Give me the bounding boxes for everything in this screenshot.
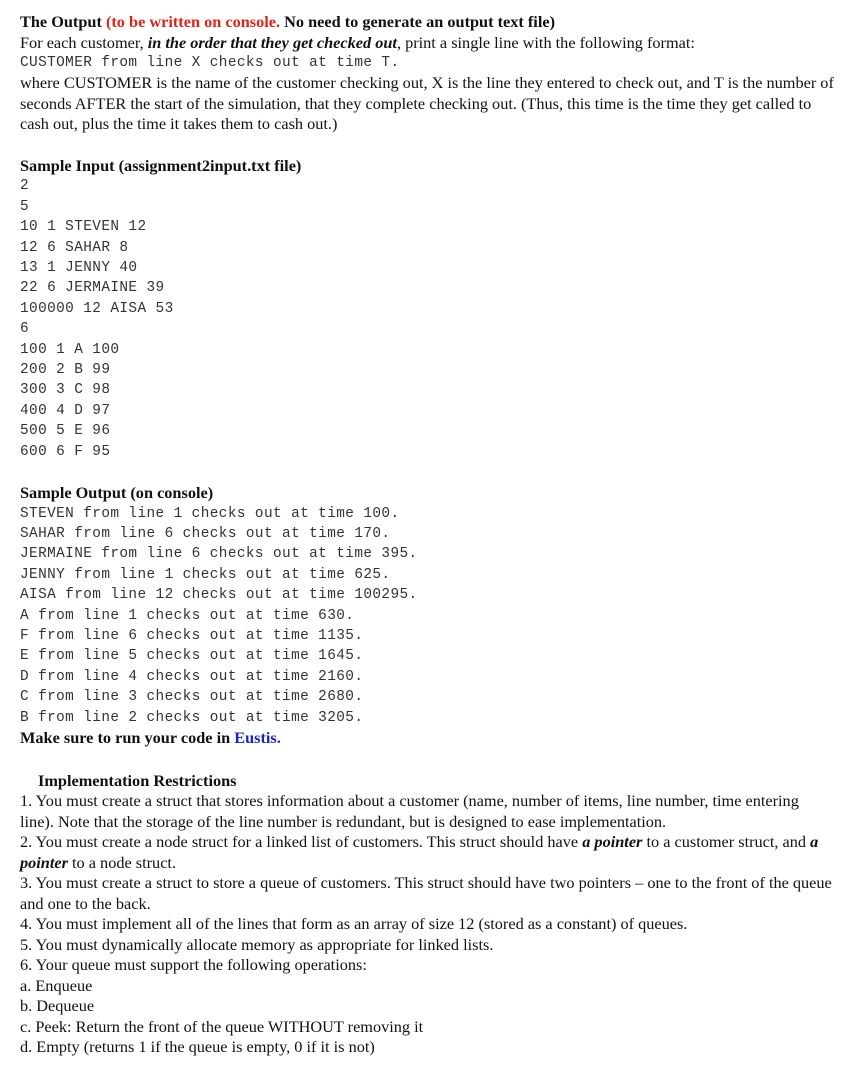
restriction-2-emphasis: a pointer [582,832,643,852]
output-heading-title: The Output [20,12,102,31]
sample-input-line: 5 [20,198,30,215]
sample-input-line: 200 2 B 99 [20,362,111,379]
sample-output-line: STEVEN from line 1 checks out at time 100. [20,505,400,522]
sample-output-line: B from line 2 checks out at time 3205. [20,709,364,726]
sample-input-line: 500 5 E 96 [20,423,111,440]
spacer [20,462,835,483]
sample-output-line: JERMAINE from line 6 checks out at time 395. [20,546,418,563]
sample-input-line: 12 6 SAHAR 8 [20,239,129,256]
output-instruction-emphasis: in the order that they get checked out [147,32,397,52]
restriction-2-emphasis: a pointer [20,832,819,872]
restriction-6: 6. Your queue must support the following operations: [20,955,367,975]
output-heading-note: (to be written on console. [105,12,281,31]
restriction-1: 1. You must create a struct that stores information about a customer (name, number of items, line number, time entering line). Note that the storage of the line number is redundant, but is designed to ease implementation. [20,791,799,831]
sample-input-line: 400 4 D 97 [20,402,111,419]
restriction-2-mid: to a customer struct, and [642,832,811,852]
eustis-note-text: Make sure to run your code in [20,728,235,748]
document-page [20,12,835,1058]
sample-input-line: 2 [20,178,30,195]
output-instruction-pre: For each customer, [20,32,148,52]
queue-operation: c. Peek: Return the front of the queue WITHOUT removing it [20,1016,424,1036]
sample-input-line: 100 1 A 100 [20,341,120,358]
sample-output-line: E from line 5 checks out at time 1645. [20,648,364,665]
sample-input-line: 6 [20,321,30,338]
sample-output-line: D from line 4 checks out at time 2160. [20,668,364,685]
restriction-5: 5. You must dynamically allocate memory as appropriate for linked lists. [20,934,494,954]
sample-input-heading: Sample Input (assignment2input.txt file) [20,155,302,175]
restriction-2 [20,832,835,873]
eustis-note [20,728,835,749]
restrictions-heading: Implementation Restrictions [38,770,237,790]
sample-output-line: F from line 6 checks out at time 1135. [20,628,364,645]
sample-input-line: 100000 12 AISA 53 [20,300,174,317]
sample-input-line: 22 6 JERMAINE 39 [20,280,165,297]
output-heading-tail: No need to generate an output text file) [284,12,555,31]
sample-output-line: AISA from line 12 checks out at time 100295. [20,587,418,604]
sample-output-section [20,483,835,748]
restriction-2-pre: 2. You must create a node struct for a linked list of customers. This struct should have [20,832,583,852]
spacer [20,135,835,156]
queue-operation: b. Dequeue [20,996,95,1016]
sample-input-section [20,156,835,462]
queue-operation: d. Empty (returns 1 if the queue is empty, 0 if it is not) [20,1037,375,1057]
queue-operation: a. Enqueue [20,975,93,995]
sample-output-line: SAHAR from line 6 checks out at time 170. [20,526,391,542]
restriction-2-post: to a node struct. [67,852,177,872]
output-section [20,12,835,135]
restrictions-section [20,771,835,1058]
output-description: where CUSTOMER is the name of the customer checking out, X is the line they entered to check out, and T is the number of seconds AFTER the start of the simulation, that they complete checking out. (Thus, this time is the time they get called to cash out, plus the time it takes them to cash out.) [20,73,834,134]
sample-input-line: 10 1 STEVEN 12 [20,219,147,236]
output-heading [20,12,835,33]
output-instruction-post: , print a single line with the following format: [396,32,695,52]
eustis-link[interactable]: Eustis. [234,728,281,748]
output-format-code: CUSTOMER from line X checks out at time T. [20,55,400,71]
sample-input-line: 300 3 C 98 [20,382,111,399]
restriction-4: 4. You must implement all of the lines that form as an array of size 12 (stored as a constant) of queues. [20,914,688,934]
sample-output-heading: Sample Output (on console) [20,483,214,503]
output-instruction [20,33,835,54]
restriction-3: 3. You must create a struct to store a queue of customers. This struct should have two pointers – one to the front of the queue and one to the back. [20,873,832,913]
sample-output-line: C from line 3 checks out at time 2680. [20,689,364,706]
sample-output-line: JENNY from line 1 checks out at time 625. [20,566,391,583]
sample-output-line: A from line 1 checks out at time 630. [20,607,355,624]
sample-input-line: 600 6 F 95 [20,443,111,460]
sample-input-line: 13 1 JENNY 40 [20,260,138,277]
